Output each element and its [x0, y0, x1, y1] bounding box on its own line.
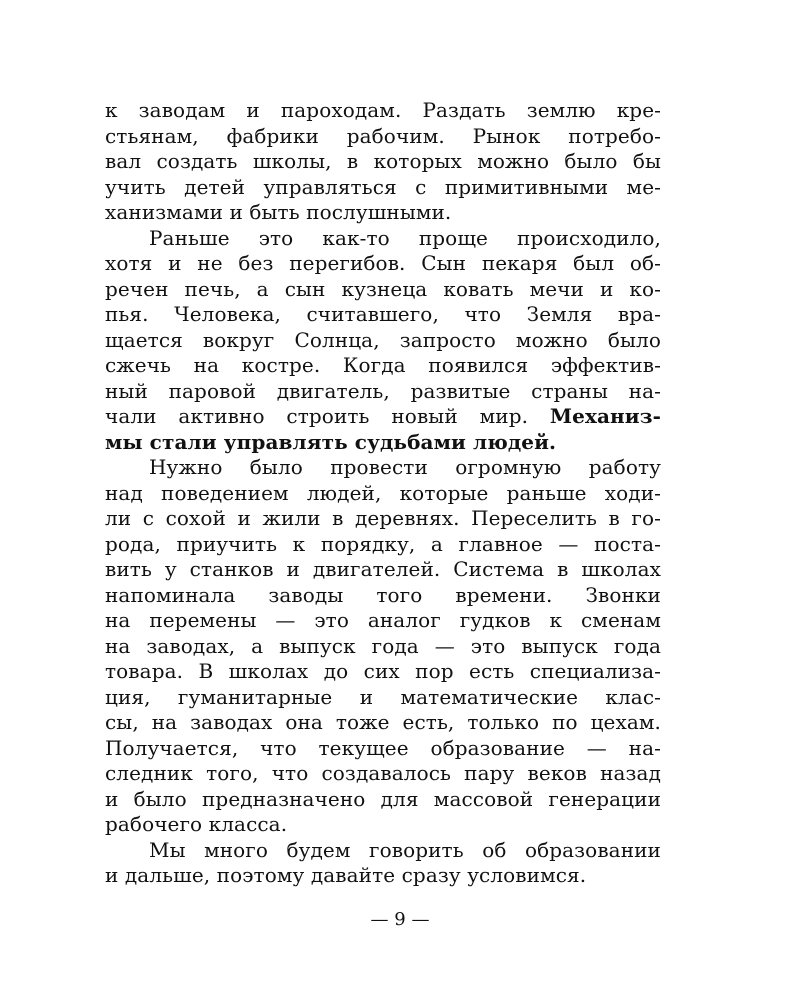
- text-line: товара. В школах до сих пор есть специализа-: [105, 659, 661, 683]
- paragraph-start-line: Мы много будем говорить об образовании: [149, 837, 661, 862]
- text-line: ли с сохой и жили в деревнях. Переселить в го-: [105, 506, 661, 530]
- text-line: и было предназначено для массовой генерации: [105, 786, 661, 811]
- text-line: над поведением людей, которые раньше ходи-: [105, 480, 661, 505]
- text-line: рода, приучить к порядку, а главное — поста-: [105, 531, 661, 556]
- text-line: ция, гуманитарные и математические клас-: [105, 684, 661, 709]
- text-line: напоминала заводы того времени. Звонки: [105, 582, 661, 607]
- text-line: пья. Человека, считавшего, что Земля вра-: [105, 302, 661, 326]
- text-line: Получается, что текущее образование — на-: [105, 735, 661, 760]
- text-line: следник того, что создавалось пару веков назад: [105, 761, 661, 785]
- text-line: на перемены — это аналог гудков к сменам: [105, 608, 661, 632]
- text-line: на заводах, а выпуск года — это выпуск года: [105, 633, 661, 658]
- paragraph-start-line: Раньше это как-то проще происходило,: [149, 225, 661, 250]
- text-line: вал создать школы, в которых можно было бы: [105, 149, 661, 173]
- text-line-with-bold: [105, 404, 661, 430]
- text-line: вить у станков и двигателей. Система в школах: [105, 557, 661, 581]
- text-line: ный паровой двигатель, развитые страны на-: [105, 378, 661, 403]
- body-text: [105, 98, 661, 889]
- text-line: к заводам и пароходам. Раздать землю кре-: [105, 98, 661, 122]
- bold-text-line: мы стали управлять судьбами людей.: [105, 429, 557, 454]
- text-line: учить детей управляться с примитивными ме-: [105, 174, 661, 199]
- page-number: — 9 —: [370, 909, 430, 930]
- text-fragment: чали активно строить новый мир.: [105, 404, 550, 428]
- text-line: щается вокруг Солнца, запросто можно было: [105, 327, 661, 352]
- text-line: речен печь, а сын кузнеца ковать мечи и ко-: [105, 276, 661, 301]
- text-line: сжечь на костре. Когда появился эффектив-: [105, 353, 661, 377]
- text-line: ханизмами и быть послушными.: [105, 200, 452, 224]
- text-line: сы, на заводах она тоже есть, только по цехам.: [105, 710, 661, 734]
- text-line: и дальше, поэтому давайте сразу условимся.: [105, 863, 587, 887]
- text-line: хотя и не без перегибов. Сын пекаря был об-: [105, 251, 661, 275]
- paragraph-start-line: Нужно было провести огромную работу: [149, 455, 661, 479]
- text-line: стьянам, фабрики рабочим. Рынок потребо-: [105, 123, 661, 148]
- bold-text-fragment: Механиз-: [549, 404, 661, 428]
- text-line: рабочего класса.: [105, 812, 288, 836]
